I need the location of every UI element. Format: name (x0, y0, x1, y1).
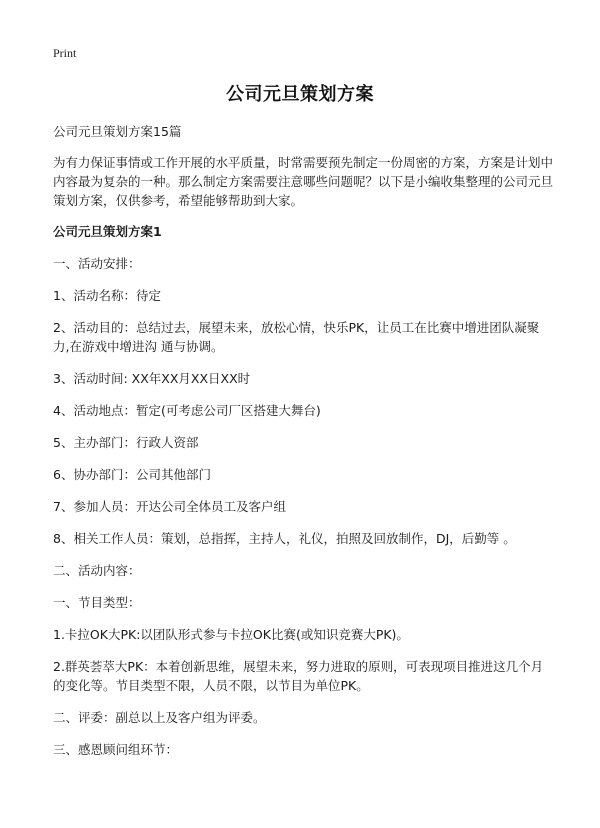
paragraph-activity-time: 3、活动时间: XX年XX月XX日XX时 (53, 371, 251, 386)
paragraph-organizer: 5、主办部门：行政人资部 (53, 435, 199, 450)
paragraph-participants: 7、参加人员：开达公司全体员工及客户组 (53, 499, 286, 514)
paragraph-staff: 8、相关工作人员：策划，总指挥，主持人，礼仪，拍照及回放制作，DJ，后勤等 。 (53, 531, 516, 546)
paragraph-program-types: 一、节目类型： (53, 595, 141, 610)
paragraph-judges: 二、评委：副总以上及客户组为评委。 (53, 710, 266, 725)
paragraph-talent-pk: 2.群英荟萃大PK：本着创新思维，展望未来，努力进取的原则，可表现项目推进这几个月的变化等。节目类型不限，人员不限，以节目为单位PK。 (53, 659, 544, 693)
document-subtitle: 公司元旦策划方案15篇 (53, 124, 182, 139)
paragraph-activity-location: 4、活动地点：暂定(可考虑公司厂区搭建大舞台) (53, 403, 321, 418)
paragraph-karaoke-pk: 1.卡拉OK大PK:以团队形式参与卡拉OK比赛(或知识竞赛大PK)。 (53, 627, 409, 642)
paragraph-co-organizer: 6、协办部门：公司其他部门 (53, 467, 211, 482)
page-title: 公司元旦策划方案 (226, 84, 374, 105)
paragraph-activity-purpose: 2、活动目的：总结过去，展望未来，放松心情，快乐PK，让员工在比赛中增进团队凝聚力,在游戏中增进沟 通与协调。 (53, 320, 540, 354)
paragraph-gratitude-session: 三、感恩顾问组环节： (53, 742, 179, 757)
print-label: Print (53, 46, 77, 60)
intro-paragraph: 为有力保证事情或工作开展的水平质量，时常需要预先制定一份周密的方案，方案是计划中内容最为复杂的一种。那么制定方案需要注意哪些问题呢？以下是小编收集整理的公司元旦策划方案，仅供参考，希望能够帮助到大家。 (53, 155, 554, 208)
paragraph-activity-arrangement: 一、活动安排： (53, 256, 141, 271)
paragraph-activity-name: 1、活动名称：待定 (53, 288, 161, 303)
paragraph-activity-content: 二、活动内容： (53, 563, 141, 578)
document-body (53, 122, 553, 772)
section-heading: 公司元旦策划方案1 (53, 224, 162, 239)
